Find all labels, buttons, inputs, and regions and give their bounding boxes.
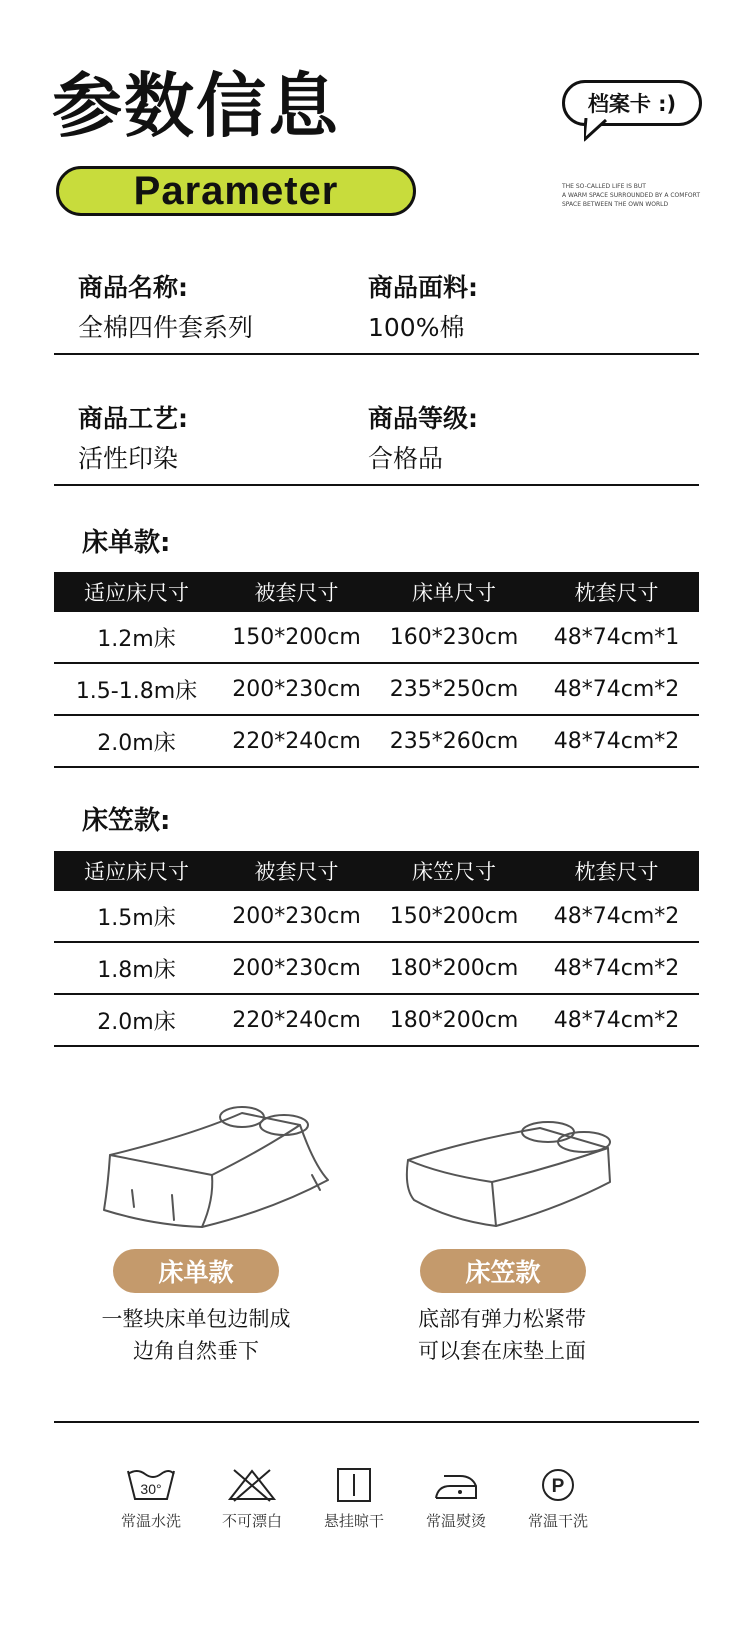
header-cell: 被套尺寸 <box>219 851 374 891</box>
page-title: 参数信息 <box>52 65 340 147</box>
hang-dry-icon <box>328 1468 380 1502</box>
table-header-row <box>54 851 699 891</box>
header-cell: 适应床尺寸 <box>54 851 219 891</box>
header-cell: 床单尺寸 <box>374 572 534 612</box>
divider <box>54 353 699 355</box>
fitted-sheet-size-table <box>54 851 699 1047</box>
table-cell: 200*230cm <box>219 942 374 994</box>
table-cell: 220*240cm <box>219 994 374 1046</box>
table-cell: 48*74cm*2 <box>534 942 699 994</box>
care-label: 常温水洗 <box>120 1512 181 1530</box>
grade-value: 合格品 <box>368 444 444 473</box>
divider <box>54 1421 699 1423</box>
no-bleach-icon <box>226 1468 278 1502</box>
care-item-iron <box>411 1468 501 1531</box>
table-cell: 48*74cm*1 <box>534 612 699 663</box>
grade-label: 商品等级: <box>368 404 478 433</box>
table-row <box>54 663 699 715</box>
craft-value: 活性印染 <box>78 444 179 473</box>
table-cell: 48*74cm*2 <box>534 994 699 1046</box>
table-cell: 150*200cm <box>374 891 534 942</box>
care-item-dry-clean <box>513 1468 603 1531</box>
table-cell: 235*250cm <box>374 663 534 715</box>
speech-bubble-tail-icon <box>584 118 614 142</box>
table-header-row <box>54 572 699 612</box>
archive-card-badge: 档案卡 :) <box>562 80 702 126</box>
product-name-value: 全棉四件套系列 <box>78 313 254 342</box>
fabric-label: 商品面料: <box>368 273 478 302</box>
care-label: 常温熨烫 <box>425 1512 486 1530</box>
table-row <box>54 942 699 994</box>
table-cell: 160*230cm <box>374 612 534 663</box>
wash-30-icon <box>125 1468 177 1502</box>
table-cell: 1.5m床 <box>54 891 219 942</box>
dry-clean-p-icon <box>532 1468 584 1502</box>
flat-sheet-bed-illustration <box>92 1095 352 1245</box>
care-item-hang-dry <box>309 1468 399 1531</box>
table-cell: 1.8m床 <box>54 942 219 994</box>
table-cell: 48*74cm*2 <box>534 891 699 942</box>
flat-sheet-size-table <box>54 572 699 768</box>
craft-label: 商品工艺: <box>78 404 188 433</box>
header-cell: 被套尺寸 <box>219 572 374 612</box>
table-row <box>54 994 699 1046</box>
product-name-label: 商品名称: <box>78 273 188 302</box>
care-label: 不可漂白 <box>221 1512 282 1530</box>
flat-sheet-description: 一整块床单包边制成 边角自然垂下 <box>101 1307 291 1363</box>
table-cell: 180*200cm <box>374 942 534 994</box>
table-cell: 235*260cm <box>374 715 534 767</box>
divider <box>54 484 699 486</box>
table-cell: 200*230cm <box>219 663 374 715</box>
svg-text:30°: 30° <box>140 1481 162 1497</box>
table-row <box>54 891 699 942</box>
care-item-wash <box>106 1468 196 1531</box>
fabric-value: 100%棉 <box>368 313 465 342</box>
table-cell: 1.2m床 <box>54 612 219 663</box>
fitted-sheet-description: 底部有弹力松紧带 可以套在床垫上面 <box>418 1307 586 1363</box>
table-cell: 220*240cm <box>219 715 374 767</box>
table-cell: 2.0m床 <box>54 715 219 767</box>
fitted-sheet-section-title: 床笠款: <box>82 806 171 836</box>
table-row <box>54 715 699 767</box>
header-cell: 适应床尺寸 <box>54 572 219 612</box>
table-row <box>54 612 699 663</box>
table-cell: 200*230cm <box>219 891 374 942</box>
table-cell: 1.5-1.8m床 <box>54 663 219 715</box>
header-cell: 枕套尺寸 <box>534 851 699 891</box>
table-cell: 150*200cm <box>219 612 374 663</box>
flat-sheet-style-pill: 床单款 <box>113 1249 279 1293</box>
parameter-banner: Parameter <box>56 166 416 216</box>
fitted-sheet-style-pill: 床笠款 <box>420 1249 586 1293</box>
care-label: 常温干洗 <box>527 1512 588 1530</box>
tagline: THE SO-CALLED LIFE IS BUT A WARM SPACE SURROUNDED BY A COMFORT SPACE BETWEEN THE OWN WORLD <box>562 183 701 208</box>
table-cell: 2.0m床 <box>54 994 219 1046</box>
iron-icon <box>430 1468 482 1502</box>
header-cell: 枕套尺寸 <box>534 572 699 612</box>
fitted-sheet-bed-illustration <box>400 1108 620 1238</box>
header-cell: 床笠尺寸 <box>374 851 534 891</box>
care-item-no-bleach <box>207 1468 297 1531</box>
svg-text:P: P <box>551 1476 565 1497</box>
flat-sheet-section-title: 床单款: <box>82 528 171 558</box>
table-cell: 48*74cm*2 <box>534 663 699 715</box>
table-cell: 48*74cm*2 <box>534 715 699 767</box>
care-label: 悬挂晾干 <box>323 1512 384 1530</box>
table-cell: 180*200cm <box>374 994 534 1046</box>
